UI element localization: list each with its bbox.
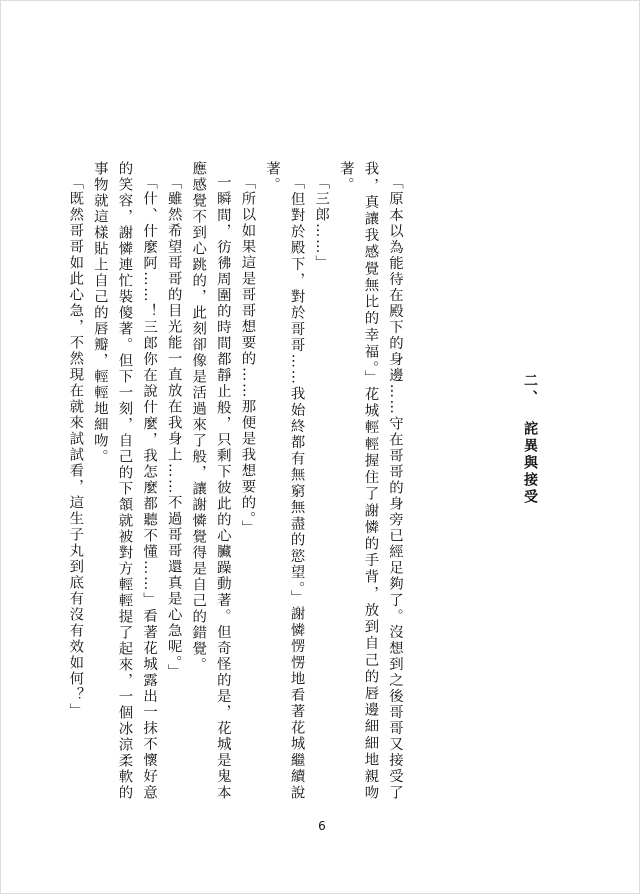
paragraph: 「原本以為能待在殿下的身邊……守在哥哥的身旁已經足夠了。沒想到之後哥哥又接受了我，真讓我感覺無比的幸福。」花城輕輕握住了謝憐的手背，放到自己的唇邊細細地親吻著。 xyxy=(337,161,403,801)
paragraph: 「雖然希望哥哥的目光能一直放在我身上……不過哥哥還真是心急呢。」 xyxy=(165,175,182,681)
body-text xyxy=(67,161,407,801)
chapter-title: 詫異與接受 xyxy=(522,421,538,506)
paragraph: 「三郎……」 xyxy=(313,175,330,272)
paragraph: 「既然哥哥如此心急，不然現在就來試試看，這生子丸到底有沒有效如何？」 xyxy=(67,175,84,720)
page-number: 6 xyxy=(318,819,326,833)
chapter-number: 二、 xyxy=(522,373,538,407)
paragraph: 「什、什麼阿……！三郎你在說什麼，我怎麼都聽不懂……」看著花城露出一抹不懷好意的笑容，謝憐連忙裝傻著。但下一刻，自己的下頷就被對方輕輕提了起來，一個冰涼柔軟的事物就這樣貼上自己的唇瓣，輕輕地細吻。 xyxy=(91,161,158,801)
paragraph: 「所以如果這是哥哥想要的……那便是我想要的。」 xyxy=(239,175,256,537)
paragraph: 一瞬間，彷彿周圍的時間都靜止般，只剩下彼此的心臟躁動著。但奇怪的是，花城是鬼本應感覺不到心跳的，此刻卻像是活過來了般，讓謝憐覺得是自己的錯覺。 xyxy=(190,161,231,801)
chapter-header xyxy=(515,373,541,506)
paragraph: 「但對於殿下，對於哥哥……我始終都有無窮無盡的慾望。」謝憐愣愣地看著花城繼續說著。 xyxy=(264,161,305,801)
